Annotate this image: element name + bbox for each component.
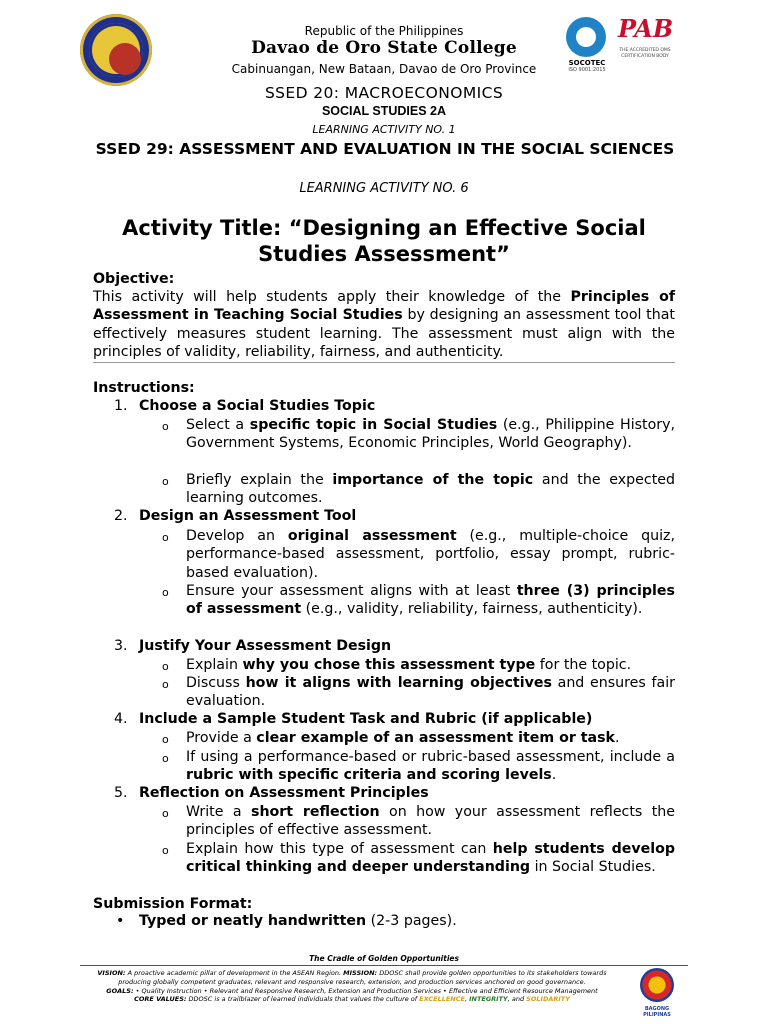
pab-logo — [616, 14, 674, 76]
divider — [93, 362, 675, 363]
step-5-bullet-a: o Write a short reflection on how your assessment reflects the principles of effective assessment. — [162, 804, 676, 839]
step-5-bullet-b: o Explain how this type of assessment can help students develop critical thinking and deeper understanding in Social Studies. — [162, 841, 675, 876]
socotec-label: SOCOTEC — [568, 59, 606, 67]
college-name: Davao de Oro State College — [251, 38, 517, 58]
instruction-step-5: 5. Reflection on Assessment Principles — [114, 785, 429, 801]
course-ssed20: SSED 20: MACROECONOMICS — [264, 84, 504, 102]
instruction-step-3: 3. Justify Your Assessment Design — [114, 638, 392, 654]
footer-divider — [80, 965, 688, 966]
step-3-bullet-a: o Explain why you chose this assessment type for the topic. — [162, 657, 632, 673]
learning-activity-1: LEARNING ACTIVITY NO. 1 — [312, 123, 456, 136]
learning-activity-6: LEARNING ACTIVITY NO. 6 — [299, 181, 469, 196]
submission-heading: Submission Format: — [93, 896, 253, 912]
socotec-iso-logo — [562, 15, 612, 75]
step-2-bullet-b: o Ensure your assessment aligns with at least three (3) principles of assessment (e.g., validity, reliability, fairness, authenticity). — [162, 583, 675, 618]
submission-item: • Typed or neatly handwritten (2-3 pages). — [116, 913, 457, 929]
step-4-bullet-a: o Provide a clear example of an assessment item or task. — [162, 730, 620, 746]
pab-logo-text: PAB — [618, 14, 674, 43]
college-address: Cabinuangan, New Bataan, Davao de Oro Province — [231, 62, 537, 76]
activity-title: Activity Title: “Designing an Effective Social Studies Assessment” — [122, 216, 646, 266]
instructions-heading: Instructions: — [93, 380, 195, 396]
instruction-step-1: 1. Choose a Social Studies Topic — [114, 398, 376, 414]
step-1-bullet-a: o Select a specific topic in Social Studies (e.g., Philippine History, Government Systems, Economic Principles, World Geography). — [162, 417, 676, 452]
bagong-pilipinas-label: BAGONG PILIPINAS — [643, 1006, 671, 1018]
step-1-bullet-b: o Briefly explain the importance of the topic and the expected learning outcomes. — [162, 472, 675, 507]
pab-caption: THE ACCREDITED QMS CERTIFICATION BODY — [619, 48, 671, 59]
footer-vmgo: VISION: A proactive academic pillar of development in the ASEAN Region. MISSION: DDOSC shall provide golden opportunities to its stakeholders towards producing globally competent graduates, relevant and responsive research, extension, and production services anchored on good governance. GOALS: • Quality Instruction • Relevant and Responsive Research, Extension and Production Services • Effective and Efficient Resource Management CORE VALUES: DDOSC is a trailblazer of learned individuals that values the culture of EXCELLENCE, INTEGRITY, and SOLIDARITY — [97, 969, 607, 1004]
republic-label: Republic of the Philippines — [304, 24, 464, 38]
objective-heading: Objective: — [93, 271, 175, 287]
step-3-bullet-b: o Discuss how it aligns with learning objectives and ensures fair evaluation. — [162, 675, 675, 710]
step-2-bullet-a: o Develop an original assessment (e.g., multiple-choice quiz, performance-based assessment, portfolio, essay prompt, rubric-based evaluation). — [162, 528, 675, 581]
objective-text: This activity will help students apply their knowledge of the Principles of Assessment in Teaching Social Studies by designing an assessment tool that effectively measures student learning. The assessment must align with the principles of validity, reliability, fairness, and authenticity. — [93, 289, 676, 360]
course-social-studies: SOCIAL STUDIES 2A — [321, 104, 447, 118]
instruction-step-2: 2. Design an Assessment Tool — [114, 508, 357, 524]
course-ssed29: SSED 29: ASSESSMENT AND EVALUATION IN THE SOCIAL SCIENCES — [95, 140, 675, 158]
step-4-bullet-b: o If using a performance-based or rubric-based assessment, include a rubric with specific criteria and scoring levels. — [162, 749, 675, 784]
iso-label: ISO 9001:2015 — [568, 67, 606, 73]
instruction-step-4: 4. Include a Sample Student Task and Rubric (if applicable) — [114, 711, 593, 727]
footer-tagline: The Cradle of Golden Opportunities — [309, 954, 459, 963]
bagong-pilipinas-logo — [632, 968, 682, 1018]
